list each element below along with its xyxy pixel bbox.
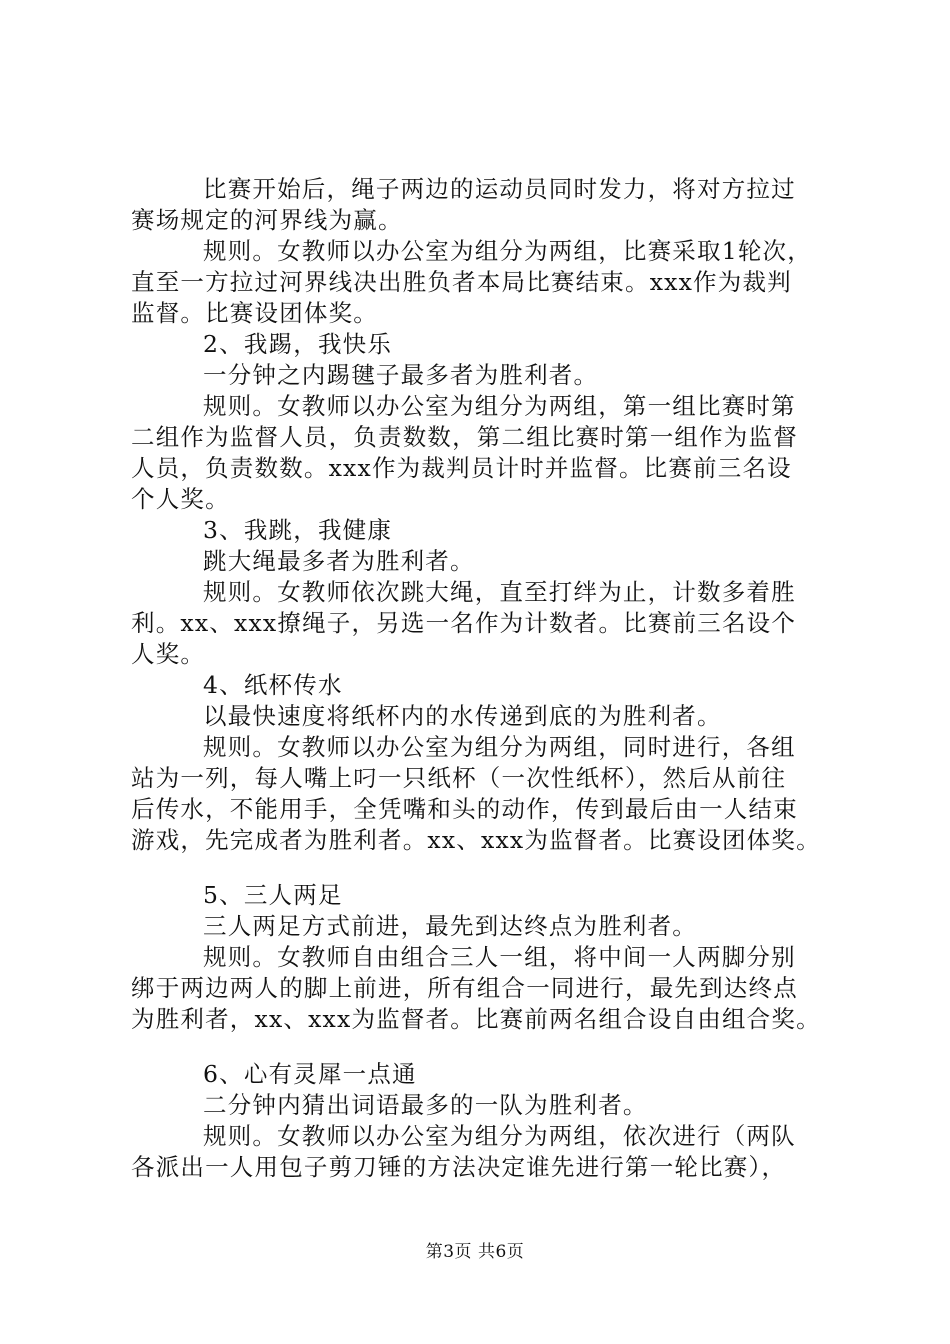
paragraph-spacer [131, 856, 831, 880]
section-heading-three-legged: 5、三人两足 [203, 881, 343, 909]
text-line: 游戏，先完成者为胜利者。xx、xxx为监督者。比赛设团体奖。 [131, 826, 821, 854]
text-line: 规则。女教师以办公室为组分为两组，依次进行（两队 [203, 1122, 796, 1150]
paragraph-word-guess-rules [131, 1121, 831, 1183]
paragraph-rope-jump-intro: 跳大绳最多者为胜利者。 [203, 547, 475, 575]
text-line: 站为一列，每人嘴上叼一只纸杯（一次性纸杯），然后从前往 [131, 764, 787, 792]
text-line: 规则。女教师以办公室为组分为两组，第一组比赛时第 [203, 392, 796, 420]
paragraph-paper-cup-rules [131, 732, 831, 856]
section-heading-word-guess: 6、心有灵犀一点通 [203, 1060, 417, 1088]
text-line: 后传水，不能用手，全凭嘴和头的动作，传到最后由一人结束 [131, 795, 798, 823]
text-line: 各派出一人用包子剪刀锤的方法决定谁先进行第一轮比赛）， [131, 1153, 787, 1181]
page-number-footer: 第3页 共6页 [425, 1242, 525, 1262]
text-line: 规则。女教师依次跳大绳，直至打绊为止，计数多着胜 [203, 578, 796, 606]
text-line: 二组作为监督人员，负责数数，第二组比赛时第一组作为监督 [131, 423, 798, 451]
paragraph-shuttlecock-rules [131, 391, 831, 515]
document-body [131, 174, 831, 1183]
text-line: 人奖。 [131, 640, 206, 668]
text-line: 规则。女教师自由组合三人一组，将中间一人两脚分别 [203, 943, 796, 971]
paragraph-spacer [131, 1035, 831, 1059]
text-line: 监督。比赛设团体奖。 [131, 299, 378, 327]
section-heading-shuttlecock: 2、我踢，我快乐 [203, 330, 393, 358]
text-line: 人员，负责数数。xxx作为裁判员计时并监督。比赛前三名设 [131, 454, 792, 482]
paragraph-word-guess-intro: 二分钟内猜出词语最多的一队为胜利者。 [203, 1091, 648, 1119]
paragraph-three-legged-intro: 三人两足方式前进，最先到达终点为胜利者。 [203, 912, 697, 940]
paragraph-tug-of-war-rules [131, 236, 831, 329]
paragraph-shuttlecock-intro: 一分钟之内踢毽子最多者为胜利者。 [203, 361, 599, 389]
text-line: 比赛开始后，绳子两边的运动员同时发力，将对方拉过 [203, 175, 796, 203]
section-heading-paper-cup: 4、纸杯传水 [203, 671, 343, 699]
paragraph-rope-jump-rules [131, 577, 831, 670]
text-line: 赛场规定的河界线为赢。 [131, 206, 403, 234]
text-line: 绑于两边两人的脚上前进，所有组合一同进行，最先到达终点 [131, 974, 798, 1002]
text-line: 为胜利者，xx、xxx为监督者。比赛前两名组合设自由组合奖。 [131, 1005, 821, 1033]
section-heading-rope-jump: 3、我跳，我健康 [203, 516, 393, 544]
text-line: 规则。女教师以办公室为组分为两组，比赛采取1轮次， [203, 237, 812, 265]
text-line: 规则。女教师以办公室为组分为两组，同时进行，各组 [203, 733, 796, 761]
text-line: 直至一方拉过河界线决出胜负者本局比赛结束。xxx作为裁判 [131, 268, 792, 296]
paragraph-three-legged-rules [131, 942, 831, 1035]
paragraph-tug-of-war-intro [131, 174, 831, 236]
paragraph-paper-cup-intro: 以最快速度将纸杯内的水传递到底的为胜利者。 [203, 702, 722, 730]
text-line: 个人奖。 [131, 485, 230, 513]
text-line: 利。xx、xxx撩绳子，另选一名作为计数者。比赛前三名设个 [131, 609, 797, 637]
